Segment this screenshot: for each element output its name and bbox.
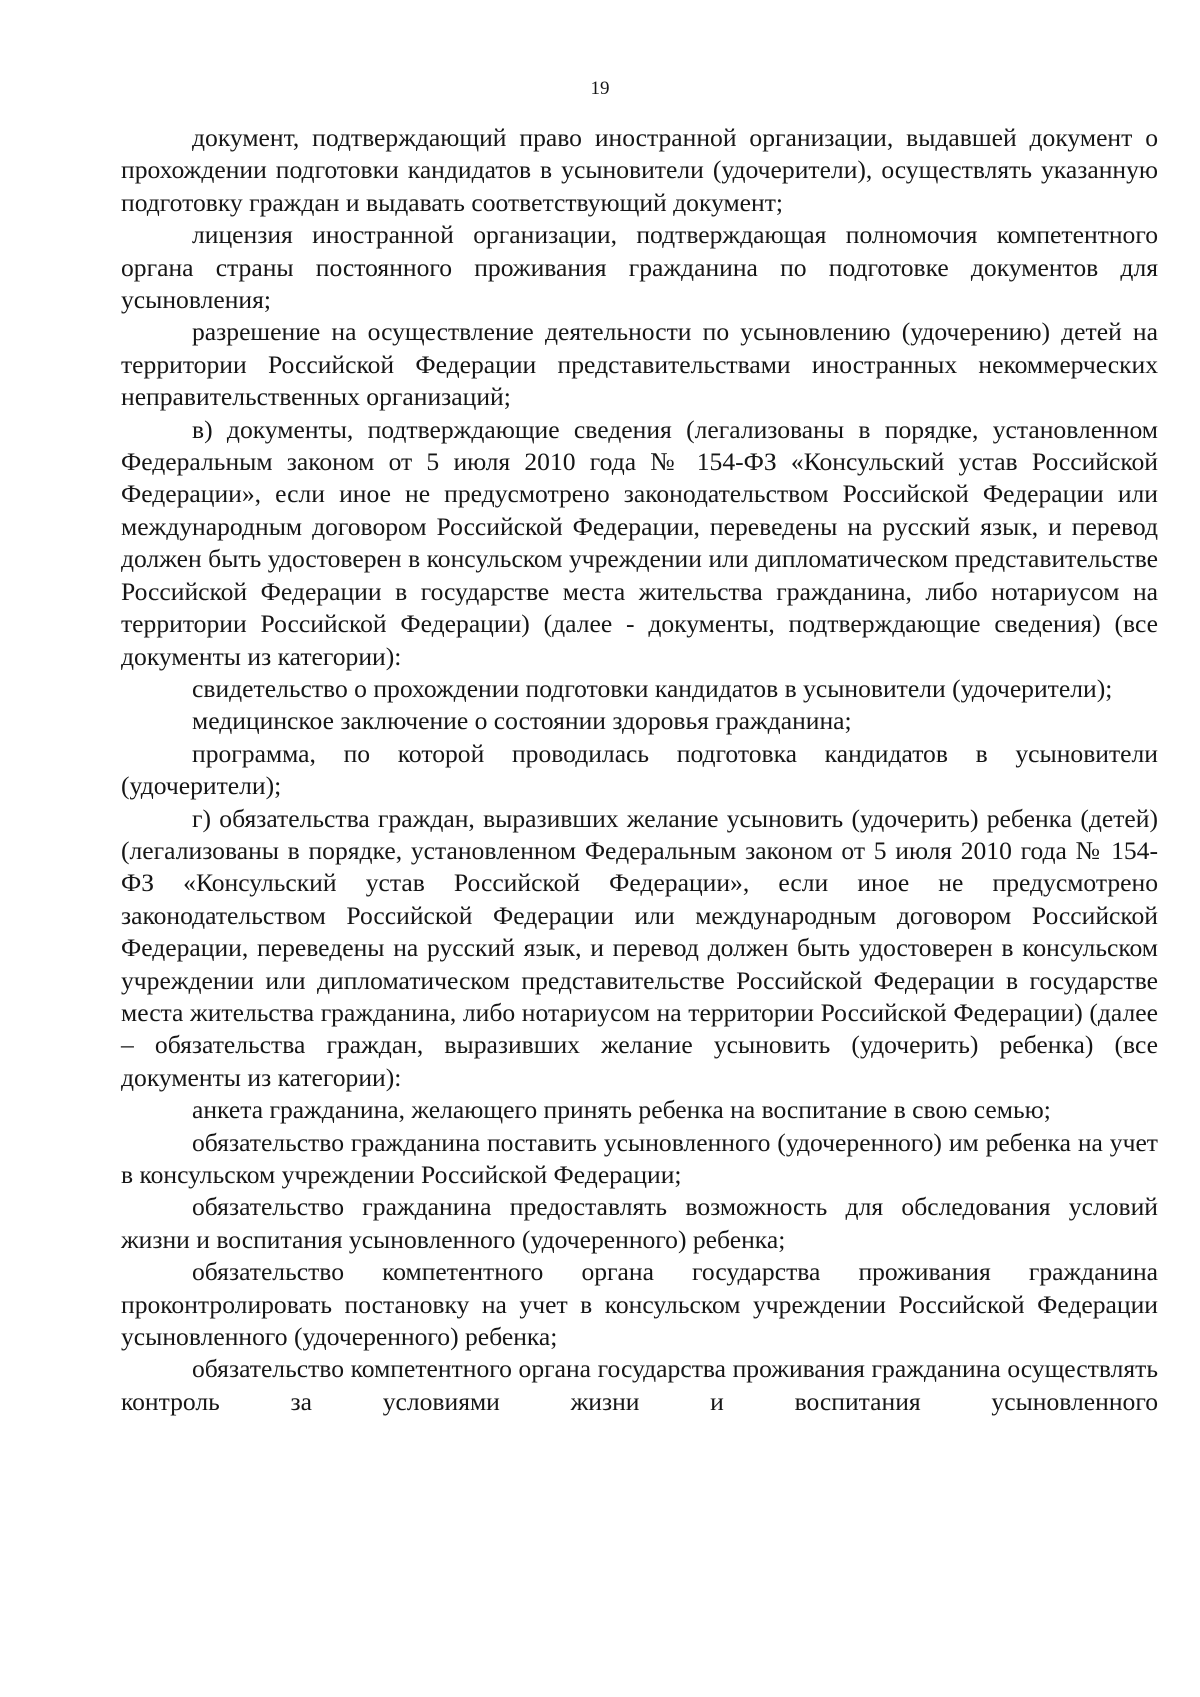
paragraph: обязательство гражданина поставить усыновленного (удочеренного) им ребенка на учет в консульском учреждении Российской Федерации;	[121, 1127, 1158, 1189]
paragraph: обязательство компетентного органа государства проживания гражданина осуществлять контроль за условиями жизни и воспитания усыновленного	[121, 1354, 1158, 1416]
paragraph: разрешение на осуществление деятельности по усыновлению (удочерению) детей на территории Российской Федерации представительствами иностранных некоммерческих неправительственных организаций;	[121, 317, 1158, 412]
paragraph: документ, подтверждающий право иностранной организации, выдавшей документ о прохождении подготовки кандидатов в усыновители (удочерители), осуществлять указанную подготовку граждан и выдавать соответствующий документ;	[121, 123, 1158, 217]
page-number: 19	[590, 78, 610, 99]
paragraph: свидетельство о прохождении подготовки кандидатов в усыновители (удочерители);	[192, 673, 1113, 703]
paragraph: обязательство гражданина предоставлять возможность для обследования условий жизни и воспитания усыновленного (удочеренного) ребенка;	[121, 1192, 1158, 1254]
document-body	[121, 122, 1158, 1418]
paragraph: лицензия иностранной организации, подтверждающая полномочия компетентного органа страны постоянного проживания гражданина по подготовке документов для усыновления;	[121, 220, 1158, 315]
paragraph: медицинское заключение о состоянии здоровья гражданина;	[192, 706, 852, 736]
paragraph: анкета гражданина, желающего принять ребенка на воспитание в свою семью;	[192, 1095, 1051, 1125]
paragraph: г) обязательства граждан, выразивших желание усыновить (удочерить) ребенка (детей) (легализованы в порядке, установленном Федеральным законом от 5 июля 2010 года № 154-ФЗ «Консульский устав Российской Федерации», если иное не предусмотрено законодательством Российской Федерации или международным договором Российской Федерации, переведены на русский язык, и перевод должен быть удостоверен в консульском учреждении или дипломатическом представительстве Российской Федерации в государстве места жительства гражданина, либо нотариусом на территории Российской Федерации) (далее – обязательства граждан, выразивших желание усыновить (удочерить) ребенка) (все документы из категории):	[121, 803, 1158, 1092]
paragraph: обязательство компетентного органа государства проживания гражданина проконтролировать постановку на учет в консульском учреждении Российской Федерации усыновленного (удочеренного) ребенка;	[121, 1257, 1158, 1352]
paragraph: в) документы, подтверждающие сведения (легализованы в порядке, установленном Федеральным законом от 5 июля 2010 года № 154-ФЗ «Консульский устав Российской Федерации», если иное не предусмотрено законодательством Российской Федерации или международным договором Российской Федерации, переведены на русский язык, и перевод должен быть удостоверен в консульском учреждении или дипломатическом представительстве Российской Федерации в государстве места жительства гражданина, либо нотариусом на территории Российской Федерации) (далее - документы, подтверждающие сведения) (все документы из категории):	[121, 414, 1158, 671]
paragraph: программа, по которой проводилась подготовка кандидатов в усыновители (удочерители);	[121, 738, 1158, 801]
